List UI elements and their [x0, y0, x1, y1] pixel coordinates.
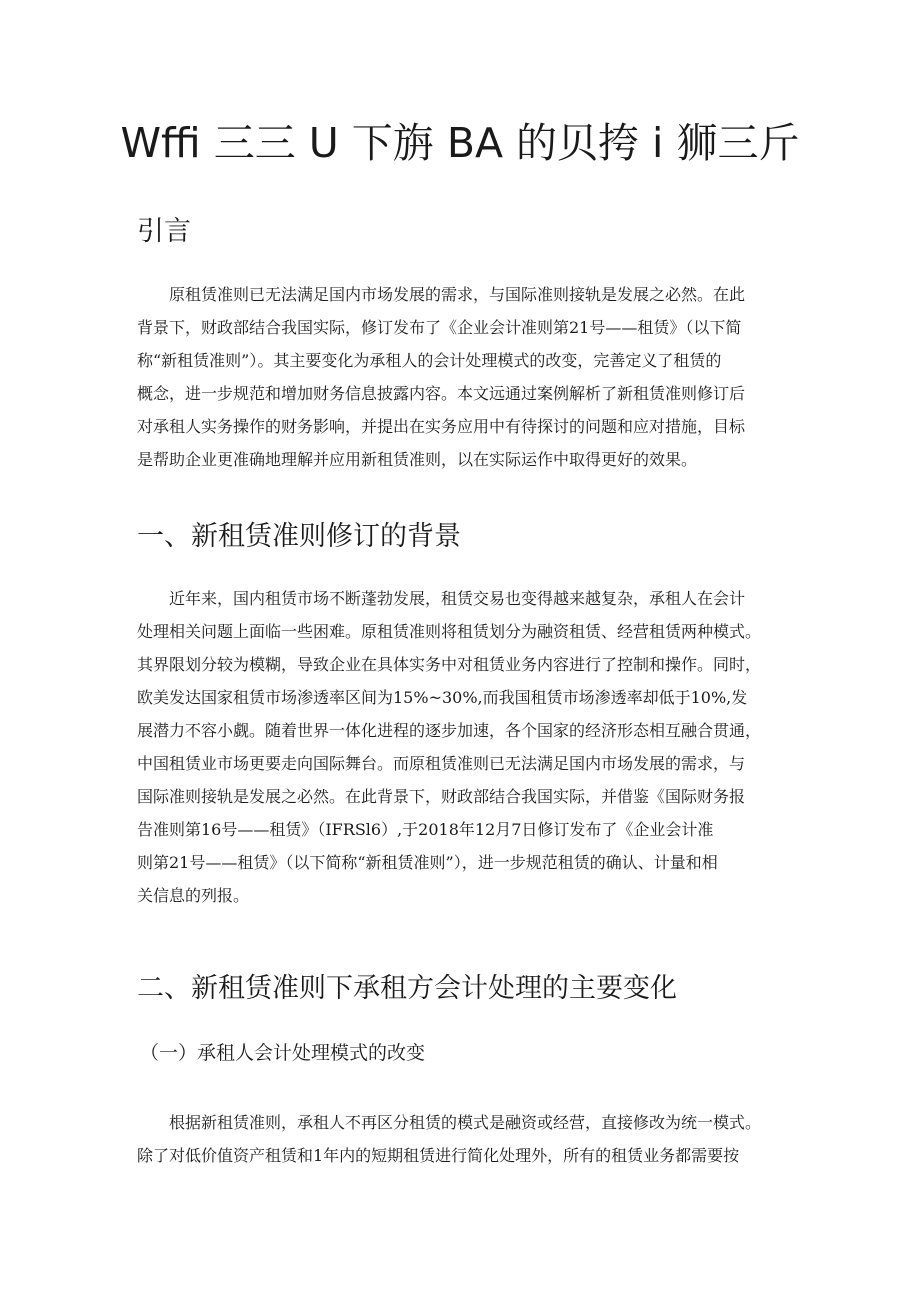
- paragraph-line: 对承租人实务操作的财务影响，并提出在实务应用中有待探讨的问题和应对措施，目标: [137, 417, 746, 436]
- paragraph-line: 欧美发达国家租赁市场渗透率区间为15%~30%,而我国租赁市场渗透率却低于10%,发: [137, 688, 748, 707]
- document-title: Wffi 三三 U 下旃 BA 的贝挎 i 狮三斤: [120, 119, 800, 167]
- paragraph-line: 则第21号——租赁》（以下简称“新租赁准则”），进一步规范租赁的确认、计量和相: [137, 853, 718, 872]
- intro-paragraph: [137, 278, 785, 476]
- paragraph-line: 概念，进一步规范和增加财务信息披露内容。本文远通过案例解析了新租赁准则修订后: [137, 384, 746, 403]
- section2-heading: 二、新租赁准则下承租方会计处理的主要变化: [137, 973, 677, 1004]
- paragraph-line: 告准则第16号——租赁》（IFRSl6）,于2018年12月7日修订发布了《企业会计准: [137, 820, 714, 839]
- paragraph-line: 除了对低价值资产租赁和1年内的短期租赁进行简化处理外，所有的租赁业务都需要按: [137, 1146, 740, 1165]
- paragraph-line: 近年来，国内租赁市场不断蓬勃发展，租赁交易也变得越来越复杂，承租人在会计: [137, 589, 746, 608]
- subsection1-paragraph: [137, 1106, 785, 1172]
- paragraph-line: 根据新租赁准则，承租人不再区分租赁的模式是融资或经营，直接修改为统一模式。: [137, 1113, 762, 1132]
- section1-heading: 一、新租赁准则修订的背景: [137, 521, 461, 552]
- paragraph-line: 处理相关问题上面临一些困难。原租赁准则将租赁划分为融资租赁、经营租赁两种模式。: [137, 622, 762, 641]
- paragraph-line: 是帮助企业更准确地理解并应用新租赁准则，以在实际运作中取得更好的效果。: [137, 450, 698, 469]
- paragraph-line: 关信息的列报。: [137, 886, 250, 905]
- paragraph-line: 背景下，财政部结合我国实际，修订发布了《企业会计准则第21号——租赁》（以下简: [137, 318, 742, 337]
- paragraph-line: 展潜力不容小觑。随着世界一体化进程的逐步加速，各个国家的经济形态相互融合贯通，: [137, 721, 762, 740]
- paragraph-line: 国际准则接轨是发展之必然。在此背景下，财政部结合我国实际，并借鉴《国际财务报: [137, 787, 746, 806]
- subsection1-heading: （一）承租人会计处理模式的改变: [140, 1042, 426, 1064]
- paragraph-line: 原租赁准则已无法满足国内市场发展的需求，与国际准则接轨是发展之必然。在此: [137, 285, 746, 304]
- paragraph-line: 中国租赁业市场更要走向国际舞台。而原租赁准则已无法满足国内市场发展的需求，与: [137, 754, 746, 773]
- paragraph-line: 称“新租赁准则”）。其主要变化为承租人的会计处理模式的改变，完善定义了租赁的: [137, 351, 722, 370]
- section1-paragraph: [137, 582, 785, 912]
- paragraph-line: 其界限划分较为模糊，导致企业在具体实务中对租赁业务内容进行了控制和操作。同时，: [137, 655, 762, 674]
- intro-heading: 引言: [137, 216, 191, 247]
